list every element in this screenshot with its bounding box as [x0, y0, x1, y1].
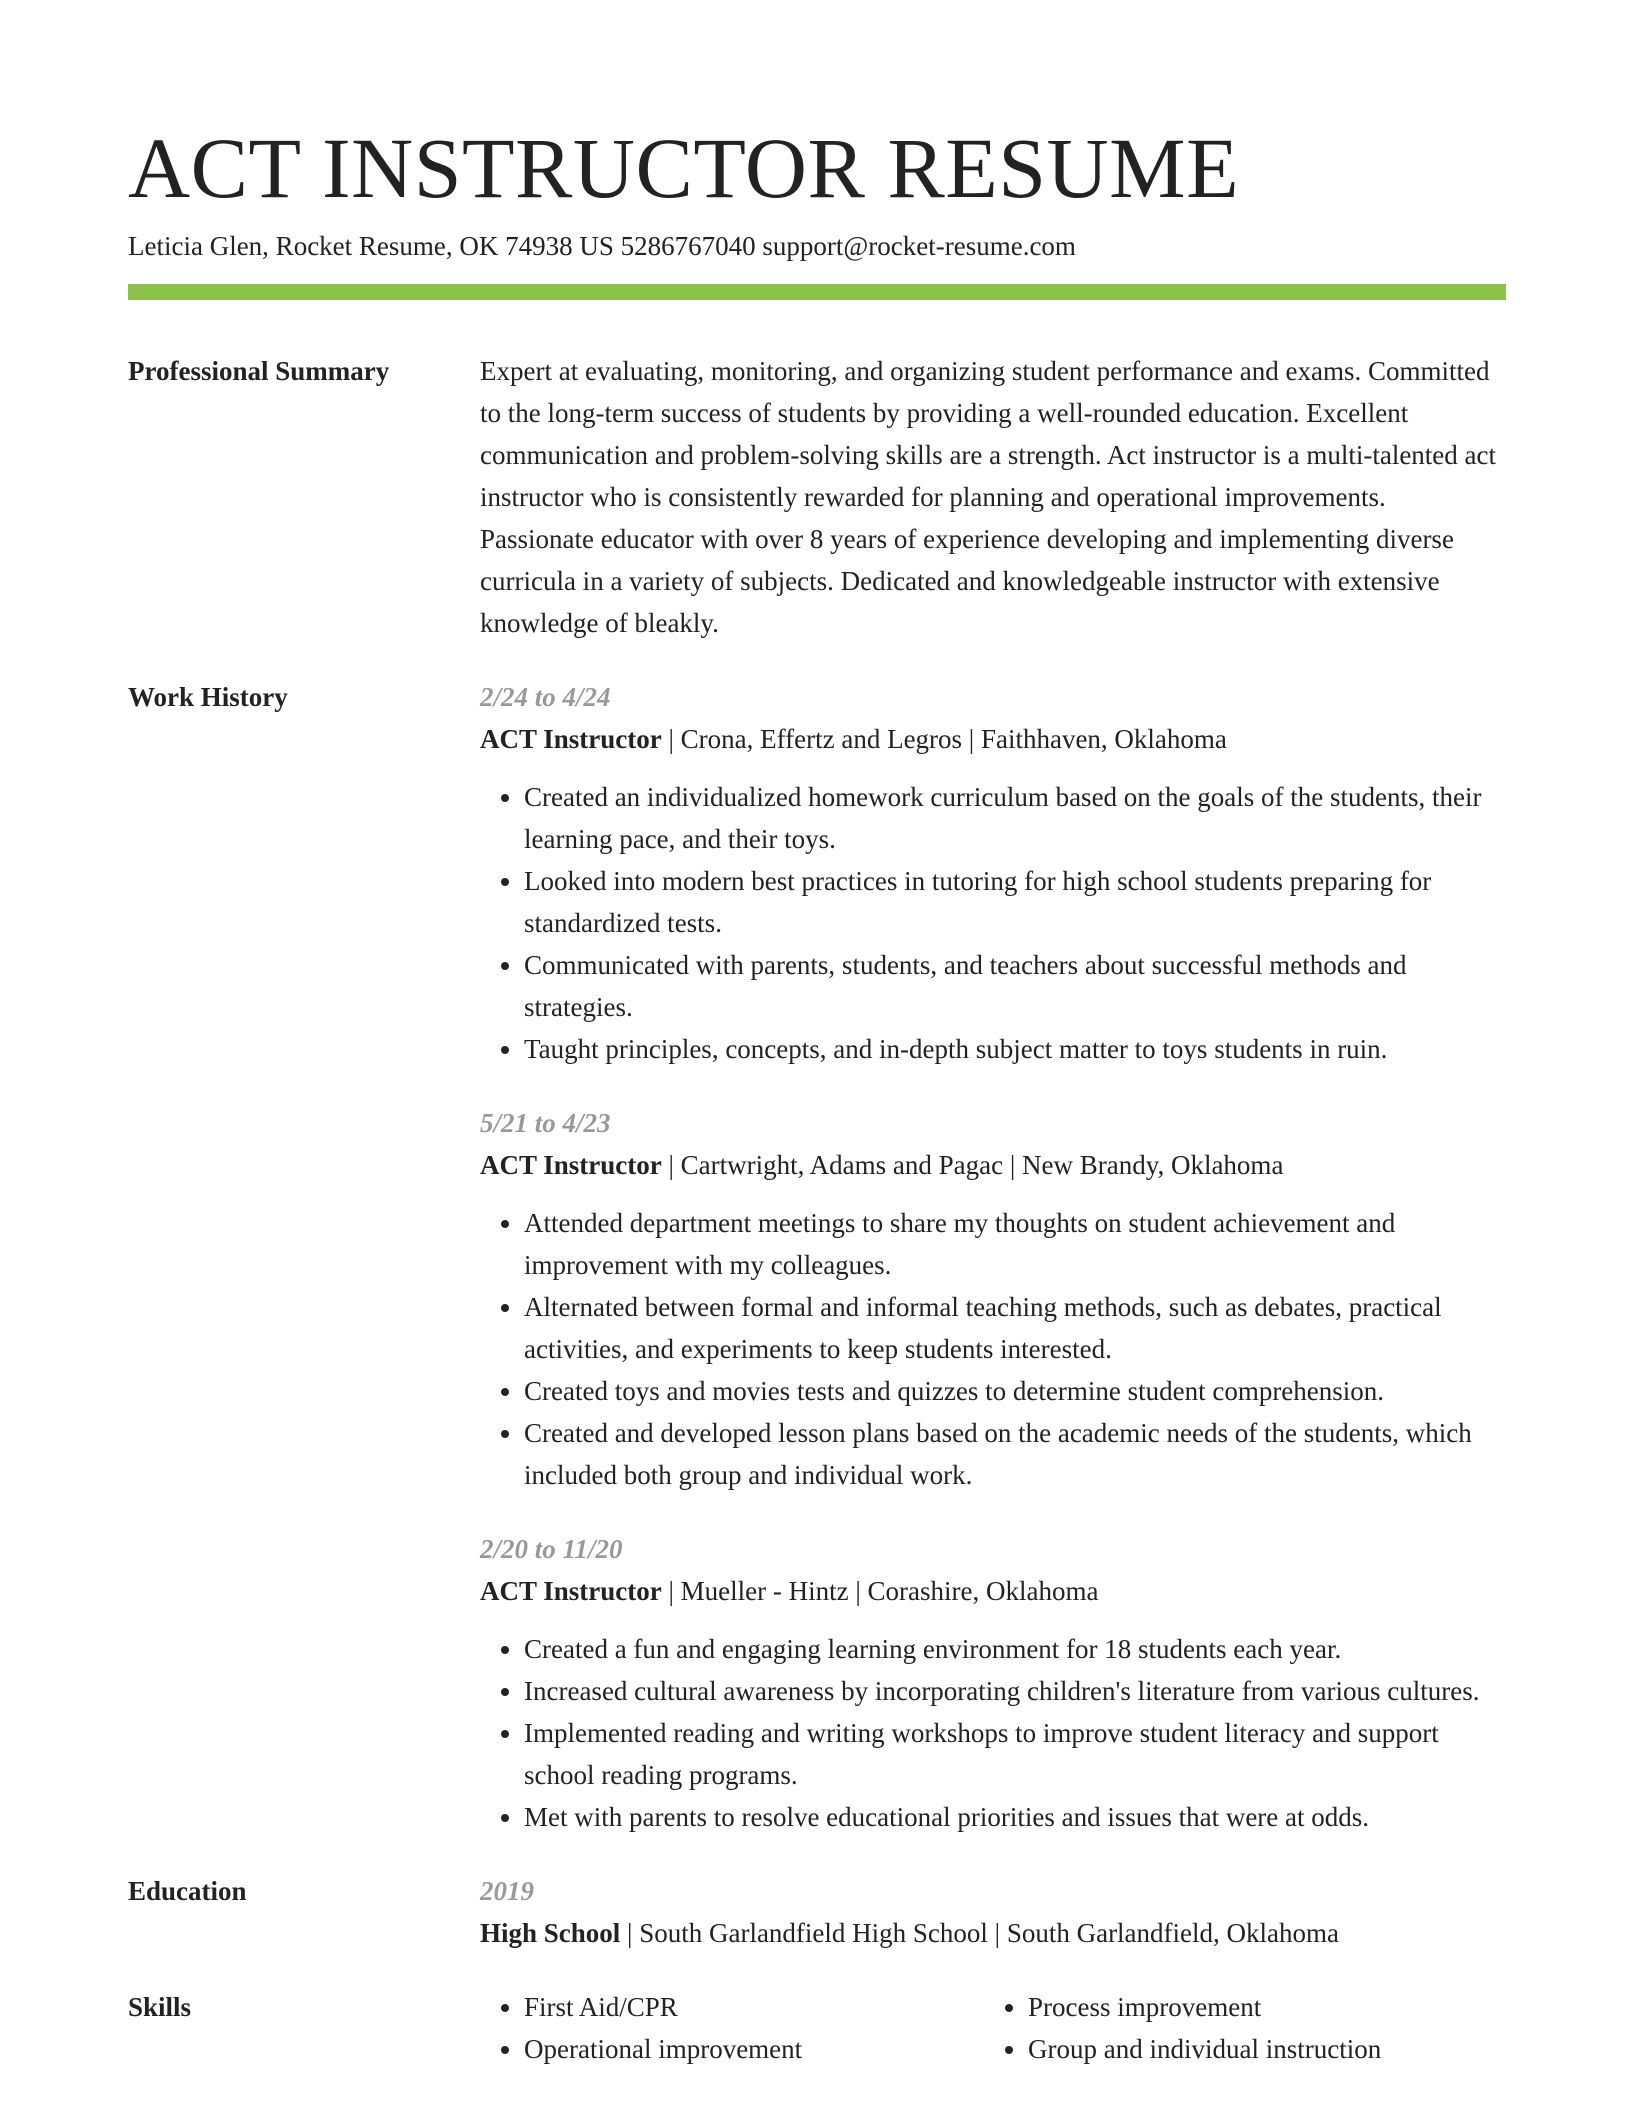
- section-label-work: Work History: [128, 682, 288, 712]
- section-label-skills: Skills: [128, 1992, 192, 2022]
- job-bullets: [480, 1202, 1506, 1496]
- job-date: 2/20 to 11/20: [480, 1534, 623, 1564]
- list-item: • Created and developed lesson plans based on the academic needs of the students, which included both group and individual work.: [524, 1412, 1506, 1496]
- education-line: [480, 1912, 1506, 1954]
- list-item: • Increased cultural awareness by incorporating children's literature from various cultures.: [524, 1670, 1506, 1712]
- job-bullets: [480, 1628, 1506, 1838]
- job-details: | Crona, Effertz and Legros | Faithhaven, Oklahoma: [661, 724, 1227, 754]
- resume-page: [128, 118, 1506, 2070]
- education-body: [480, 1870, 1506, 1954]
- list-item: • Created an individualized homework curriculum based on the goals of the students, their learning pace, and their toys.: [524, 776, 1506, 860]
- professional-summary-section: [128, 350, 1506, 644]
- work-history-list: [480, 676, 1506, 1838]
- skills-column: [984, 1986, 1488, 2070]
- list-item: • Created a fun and engaging learning environment for 18 students each year.: [524, 1628, 1506, 1670]
- list-item: • Taught principles, concepts, and in-depth subject matter to toys students in ruin.: [524, 1028, 1506, 1070]
- list-item: • Communicated with parents, students, and teachers about successful methods and strategies.: [524, 944, 1506, 1028]
- list-item: • Attended department meetings to share my thoughts on student achievement and improvement with my colleagues.: [524, 1202, 1506, 1286]
- list-item: • Process improvement: [1028, 1986, 1488, 2028]
- job-title-line: [480, 1570, 1506, 1612]
- accent-divider: [128, 284, 1506, 300]
- job-date: 2/24 to 4/24: [480, 682, 611, 712]
- section-label-education: Education: [128, 1876, 247, 1906]
- list-item: • Alternated between formal and informal teaching methods, such as debates, practical activities, and experiments to keep students interested.: [524, 1286, 1506, 1370]
- list-item: • Group and individual instruction: [1028, 2028, 1488, 2070]
- job-details: | Mueller - Hintz | Corashire, Oklahoma: [661, 1576, 1099, 1606]
- list-item: • Operational improvement: [524, 2028, 984, 2070]
- job-role: ACT Instructor: [480, 724, 662, 754]
- skills-column: [480, 1986, 984, 2070]
- job-date: 5/21 to 4/23: [480, 1108, 611, 1138]
- job-bullets: [480, 776, 1506, 1070]
- education-details: | South Garlandfield High School | South Garlandfield, Oklahoma: [620, 1918, 1339, 1948]
- job-entry: [480, 676, 1506, 1070]
- skills-columns: [480, 1986, 1506, 2070]
- list-item: • Looked into modern best practices in tutoring for high school students preparing for standardized tests.: [524, 860, 1506, 944]
- list-item: • First Aid/CPR: [524, 1986, 984, 2028]
- job-title-line: [480, 718, 1506, 760]
- job-entry: [480, 1528, 1506, 1838]
- education-date: 2019: [480, 1876, 534, 1906]
- contact-line: Leticia Glen, Rocket Resume, OK 74938 US 5286767040 support@rocket-resume.com: [128, 231, 1076, 261]
- education-section: [128, 1870, 1506, 1954]
- job-details: | Cartwright, Adams and Pagac | New Brandy, Oklahoma: [661, 1150, 1284, 1180]
- job-role: ACT Instructor: [480, 1576, 662, 1606]
- job-entry: [480, 1102, 1506, 1496]
- job-role: ACT Instructor: [480, 1150, 662, 1180]
- work-history-section: [128, 676, 1506, 1838]
- skills-section: [128, 1986, 1506, 2070]
- summary-text: Expert at evaluating, monitoring, and organizing student performance and exams. Committed to the long-term success of students by providing a well-rounded education. Excellent communication and problem-solving skills are a strength. Act instructor is a multi-talented act instructor who is consistently rewarded for planning and operational improvements. Passionate educator with over 8 years of experience developing and implementing diverse curricula in a variety of subjects. Dedicated and knowledgeable instructor with extensive knowledge of bleakly.: [480, 356, 1497, 638]
- list-item: • Met with parents to resolve educational priorities and issues that were at odds.: [524, 1796, 1506, 1838]
- resume-title: ACT INSTRUCTOR RESUME: [128, 120, 1240, 216]
- list-item: • Implemented reading and writing workshops to improve student literacy and support school reading programs.: [524, 1712, 1506, 1796]
- education-degree: High School: [480, 1918, 621, 1948]
- job-title-line: [480, 1144, 1506, 1186]
- section-label-summary: Professional Summary: [128, 356, 390, 386]
- list-item: • Created toys and movies tests and quizzes to determine student comprehension.: [524, 1370, 1506, 1412]
